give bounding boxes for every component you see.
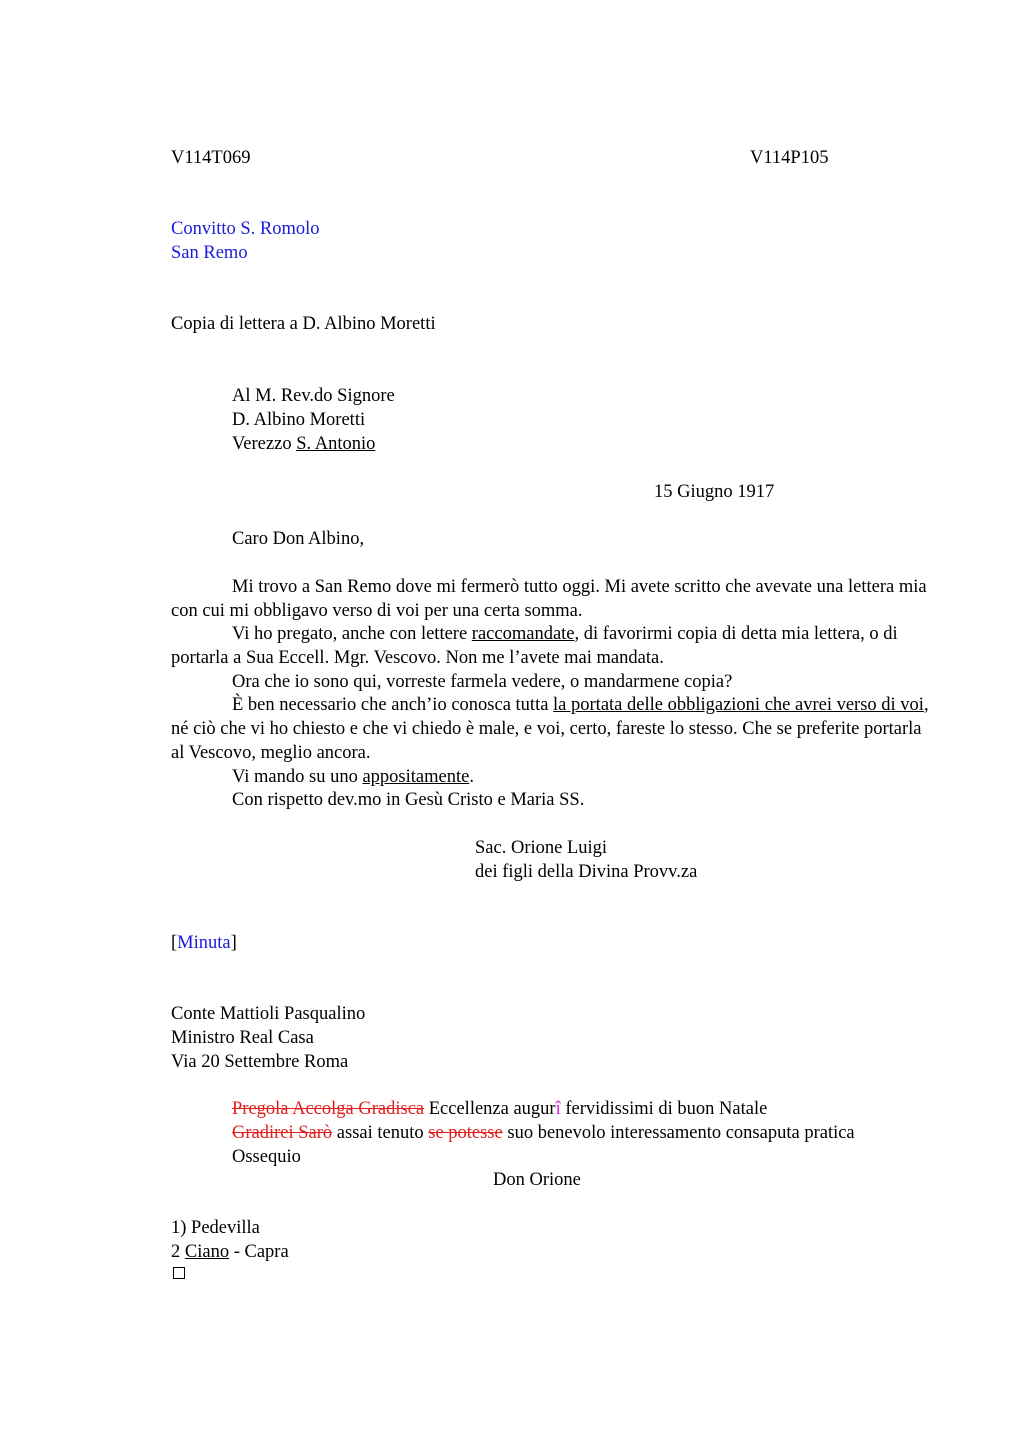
- body-p2-text-a: Vi ho pregato, anche con lettere: [232, 624, 472, 644]
- minuta-text: Minuta: [177, 933, 231, 953]
- signature-line1: Sac. Orione Luigi: [475, 838, 608, 858]
- note-2-suffix: - Capra: [229, 1242, 289, 1262]
- telegram-l2-struck-2: se potesse: [428, 1123, 503, 1143]
- telegram-signature: Don Orione: [493, 1170, 581, 1190]
- body-p5-text-b: .: [469, 767, 474, 787]
- body-p4-underlined: la portata delle obbligazioni che avrei verso di voi: [553, 695, 924, 715]
- recipient2-line1: Conte Mattioli Pasqualino: [171, 1004, 366, 1024]
- telegram-l1-inserted-char: î: [555, 1099, 561, 1119]
- address-line3: [232, 432, 375, 456]
- body-p5-text-a: Vi mando su uno: [232, 767, 363, 787]
- minuta-bracket-open: [: [171, 933, 178, 953]
- body-paragraph-3: Ora che io sono qui, vorreste farmela vedere, o mandarmene copia?: [232, 672, 733, 692]
- telegram-l2-text-a: assai tenuto: [332, 1123, 429, 1143]
- telegram-line3: Ossequio: [232, 1147, 301, 1167]
- address-line1: Al M. Rev.do Signore: [232, 386, 395, 406]
- header-right-code: V114P105: [750, 148, 829, 168]
- minuta-label: [171, 931, 237, 955]
- address-line2: D. Albino Moretti: [232, 410, 366, 430]
- note-2: [171, 1240, 289, 1264]
- body-p2-text-b: , di favorirmi copia di detta mia lettera, o di portarla a Sua Eccell. Mgr. Vescovo. Non me l’avete mai mandata.: [171, 624, 898, 668]
- empty-square-box: [173, 1267, 185, 1279]
- telegram-l1-text-b: fervidissimi di buon Natale: [560, 1099, 768, 1119]
- body-p4-text-a: È ben necessario che anch’io conosca tutta: [232, 695, 554, 715]
- place-line2: San Remo: [171, 243, 248, 263]
- body-p4-text-b: , né ciò che vi ho chiesto e che vi chiedo è male, e voi, certo, fareste lo stesso. Che se preferite portarla al Vescovo, meglio ancora.: [171, 695, 929, 763]
- body-paragraph-6: Con rispetto dev.mo in Gesù Cristo e Maria SS.: [232, 790, 585, 810]
- minuta-bracket-close: ]: [230, 933, 237, 953]
- letter-date: 15 Giugno 1917: [654, 482, 775, 502]
- place-line1: Convitto S. Romolo: [171, 219, 320, 239]
- header-left-code: V114T069: [171, 148, 251, 168]
- note-2-underlined: Ciano: [184, 1242, 230, 1262]
- body-paragraph-2: [171, 622, 931, 670]
- recipient2-line3: Via 20 Settembre Roma: [171, 1052, 349, 1072]
- body-p2-underlined: raccomandate: [471, 624, 575, 644]
- salutation: Caro Don Albino,: [232, 529, 365, 549]
- body-paragraph-1: Mi trovo a San Remo dove mi fermerò tutto oggi. Mi avete scritto che avevate una lettera mia con cui mi obbligavo verso di voi per una certa somma.: [171, 577, 927, 621]
- signature-line2: dei figli della Divina Provv.za: [475, 862, 698, 882]
- note-1: 1) Pedevilla: [171, 1218, 260, 1238]
- telegram-l1-struck: Pregola Accolga Gradisca: [232, 1099, 425, 1119]
- copy-title: Copia di lettera a D. Albino Moretti: [171, 314, 436, 334]
- body-paragraph-4: [171, 693, 931, 765]
- telegram-l2-struck-1: Gradirei Sarò: [232, 1123, 333, 1143]
- address-line3-underlined: S. Antonio: [296, 434, 376, 454]
- telegram-l1-text-a: Eccellenza augur: [424, 1099, 556, 1119]
- address-line3-prefix: Verezzo: [232, 434, 297, 454]
- telegram-line1: [232, 1097, 767, 1121]
- note-2-prefix: 2: [171, 1242, 185, 1262]
- telegram-l2-text-b: suo benevolo interessamento consaputa pratica: [502, 1123, 855, 1143]
- telegram-line2: [232, 1121, 855, 1145]
- recipient2-line2: Ministro Real Casa: [171, 1028, 314, 1048]
- body-paragraph-5: [171, 765, 931, 789]
- body-p5-underlined: appositamente: [362, 767, 470, 787]
